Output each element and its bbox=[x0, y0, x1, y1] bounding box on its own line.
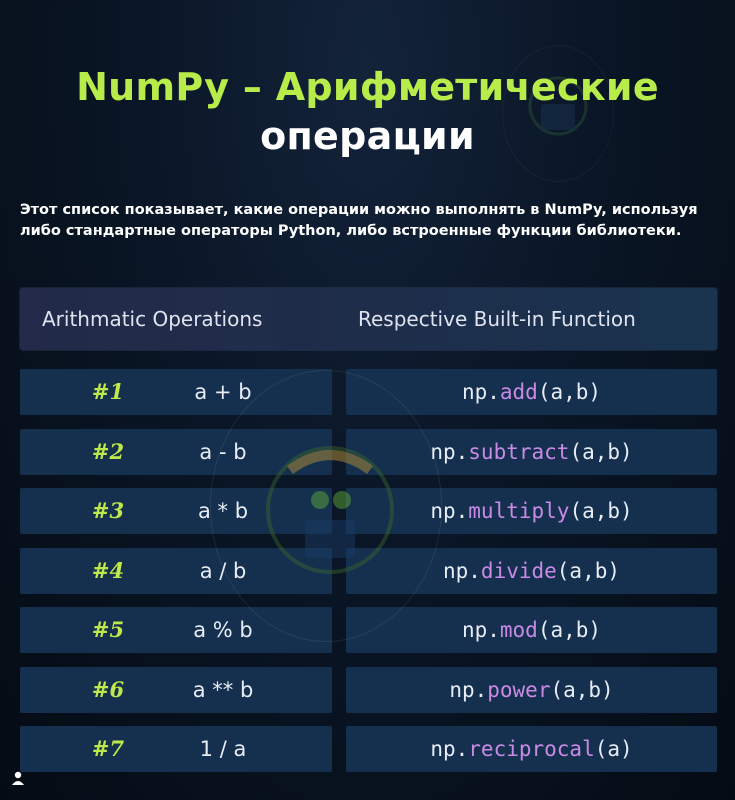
function-args: (a,b) bbox=[537, 380, 602, 404]
function-args: (a,b) bbox=[550, 678, 614, 702]
row-number: #5 bbox=[91, 617, 125, 642]
operation-cell bbox=[20, 548, 332, 594]
table-row bbox=[0, 369, 735, 415]
operator-expression: a - b bbox=[199, 440, 247, 464]
table-row bbox=[0, 726, 735, 772]
function-name: add bbox=[499, 380, 538, 404]
function-cell bbox=[346, 429, 717, 475]
row-number: #2 bbox=[91, 439, 125, 464]
np-prefix: np. bbox=[442, 559, 481, 583]
row-number: #7 bbox=[91, 736, 125, 761]
operator-expression: a / b bbox=[199, 559, 247, 583]
table-row bbox=[0, 667, 735, 713]
builtin-function bbox=[346, 726, 717, 772]
operation-cell bbox=[20, 726, 332, 772]
np-prefix: np. bbox=[430, 499, 469, 523]
operation-cell bbox=[20, 369, 332, 415]
function-args: (a,b) bbox=[537, 618, 602, 642]
operator-expression: a + b bbox=[194, 380, 252, 404]
row-number: #1 bbox=[91, 379, 125, 404]
builtin-function bbox=[346, 488, 717, 534]
function-name: mod bbox=[499, 618, 538, 642]
operation-cell bbox=[20, 488, 332, 534]
function-name: divide bbox=[480, 559, 557, 583]
page-title bbox=[0, 62, 735, 160]
table-row bbox=[0, 548, 735, 594]
builtin-function bbox=[346, 369, 717, 415]
function-name: subtract bbox=[468, 440, 570, 464]
header-built-in-function: Respective Built-in Function bbox=[358, 307, 636, 331]
function-args: (a) bbox=[594, 737, 633, 761]
np-prefix: np. bbox=[461, 380, 500, 404]
function-args: (a,b) bbox=[569, 499, 633, 523]
operator-expression: a % b bbox=[193, 618, 253, 642]
function-name: multiply bbox=[468, 499, 570, 523]
builtin-function bbox=[346, 548, 717, 594]
header-arithmetic-operations: Arithmatic Operations bbox=[42, 307, 263, 331]
function-cell bbox=[346, 488, 717, 534]
function-cell bbox=[346, 369, 717, 415]
table-row bbox=[0, 429, 735, 475]
function-args: (a,b) bbox=[569, 440, 633, 464]
operation-cell bbox=[20, 667, 332, 713]
function-cell bbox=[346, 607, 717, 653]
table-row bbox=[0, 607, 735, 653]
table-header bbox=[20, 288, 717, 350]
np-prefix: np. bbox=[461, 618, 500, 642]
row-number: #3 bbox=[91, 498, 125, 523]
operation-cell bbox=[20, 429, 332, 475]
function-args: (a,b) bbox=[556, 559, 620, 583]
operator-expression: a * b bbox=[197, 499, 249, 523]
np-prefix: np. bbox=[430, 440, 469, 464]
user-icon[interactable] bbox=[10, 770, 26, 786]
function-name: power bbox=[487, 678, 551, 702]
title-line-1: NumPy – Арифметические bbox=[76, 65, 659, 109]
function-cell bbox=[346, 726, 717, 772]
description-text: Этот список показывает, какие операции можно выполнять в NumPy, используя либо стандартные операторы Python, либо встроенные функции библиотеки. bbox=[20, 202, 698, 239]
builtin-function bbox=[346, 607, 717, 653]
operator-expression: 1 / a bbox=[199, 737, 247, 761]
builtin-function bbox=[346, 667, 717, 713]
row-number: #6 bbox=[91, 677, 125, 702]
function-cell bbox=[346, 548, 717, 594]
title-line-2: операции bbox=[260, 114, 475, 158]
np-prefix: np. bbox=[449, 678, 488, 702]
row-number: #4 bbox=[91, 558, 125, 583]
np-prefix: np. bbox=[430, 737, 469, 761]
operator-expression: a ** b bbox=[192, 678, 254, 702]
table-row bbox=[0, 488, 735, 534]
builtin-function bbox=[346, 429, 717, 475]
function-cell bbox=[346, 667, 717, 713]
function-name: reciprocal bbox=[468, 737, 595, 761]
operation-cell bbox=[20, 607, 332, 653]
